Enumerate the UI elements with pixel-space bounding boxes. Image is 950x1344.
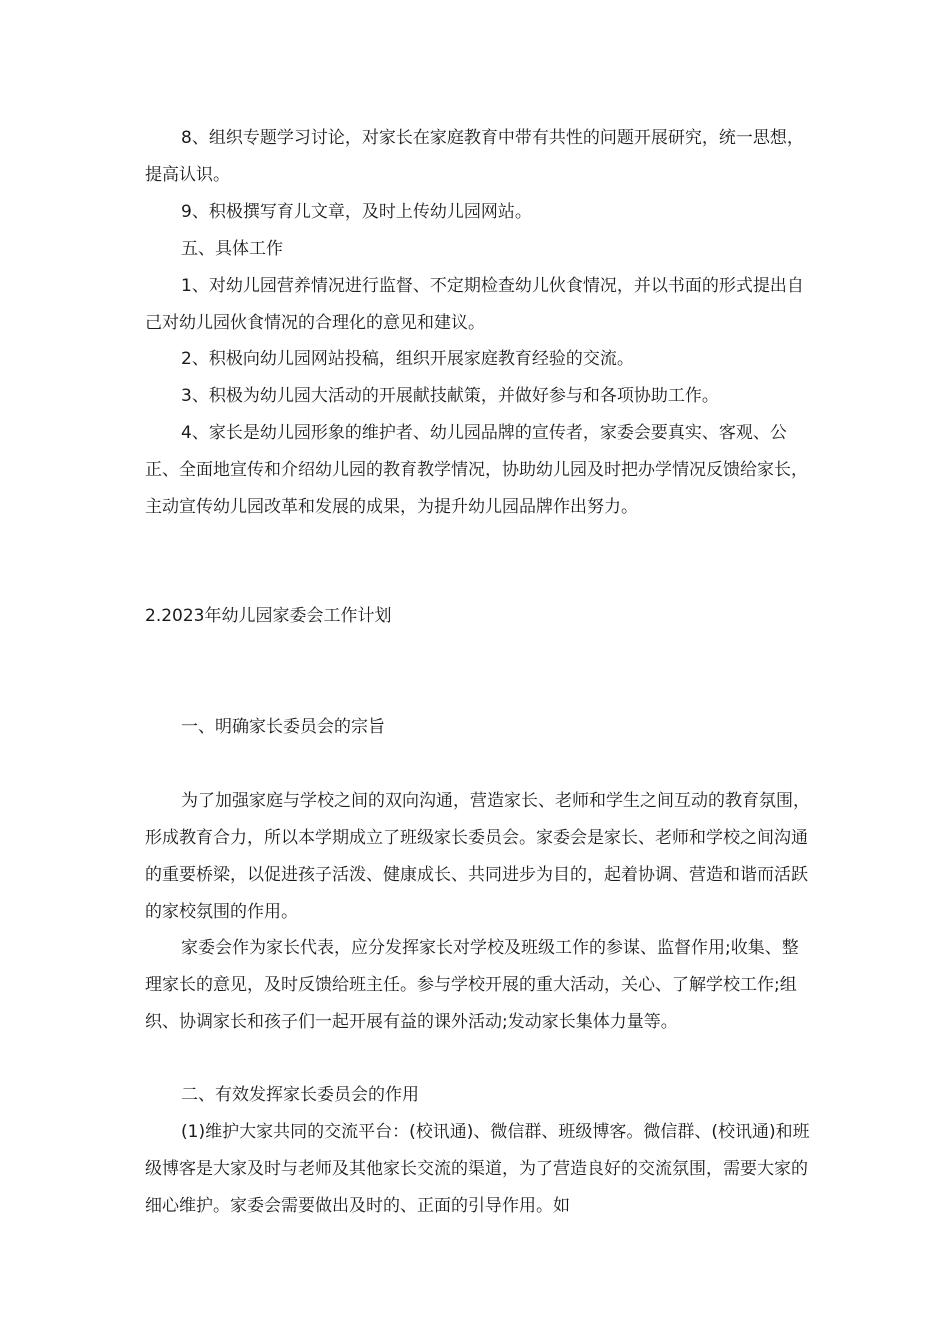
role-paragraph: 家委会作为家长代表，应分发挥家长对学校及班级工作的参谋、监督作用;收集、整理家长的意见，及时反馈给班主任。参与学校开展的重大活动，关心、了解学校工作;组织、协调家长和孩子们一起开展有益的课外活动;发动家长集体力量等。 [145,938,799,1032]
work-item-2-paragraph: 2、积极向幼儿园网站投稿，组织开展家庭教育经验的交流。 [181,349,634,369]
section-five-heading: 五、具体工作 [181,239,283,259]
platform-paragraph: (1)维护大家共同的交流平台：(校讯通)、微信群、班级博客。微信群、(校讯通)和班级博客是大家及时与老师及其他家长交流的渠道，为了营造良好的交流氛围，需要大家的细心维护。家委会需要做出及时的、正面的引导作用。如 [145,1122,810,1216]
purpose-paragraph: 为了加强家庭与学校之间的双向沟通，营造家长、老师和学生之间互动的教育氛围，形成教育合力，所以本学期成立了班级家长委员会。家委会是家长、老师和学校之间沟通的重要桥梁，以促进孩子活泼、健康成长、共同进步为目的，起着协调、营造和谐而活跃的家校氛围的作用。 [145,791,810,922]
item-9-paragraph: 9、积极撰写育儿文章，及时上传幼儿园网站。 [181,202,532,222]
section-one-heading: 一、明确家长委员会的宗旨 [181,717,385,737]
work-item-4-paragraph: 4、家长是幼儿园形象的维护者、幼儿园品牌的宣传者，家委会要真实、客观、公正、全面地宣传和介绍幼儿园的教育教学情况，协助幼儿园及时把办学情况反馈给家长，主动宣传幼儿园改革和发展的成果，为提升幼儿园品牌作出努力。 [145,423,808,517]
plan-title: 2.2023年幼儿园家委会工作计划 [145,606,392,626]
section-two-heading: 二、有效发挥家长委员会的作用 [181,1085,419,1105]
work-item-3-paragraph: 3、积极为幼儿园大活动的开展献技献策，并做好参与和各项协助工作。 [181,386,719,406]
work-item-1-paragraph: 1、对幼儿园营养情况进行监督、不定期检查幼儿伙食情况，并以书面的形式提出自己对幼儿园伙食情况的合理化的意见和建议。 [145,276,804,333]
item-8-paragraph: 8、组织专题学习讨论，对家长在家庭教育中带有共性的问题开展研究，统一思想，提高认识。 [145,128,804,185]
